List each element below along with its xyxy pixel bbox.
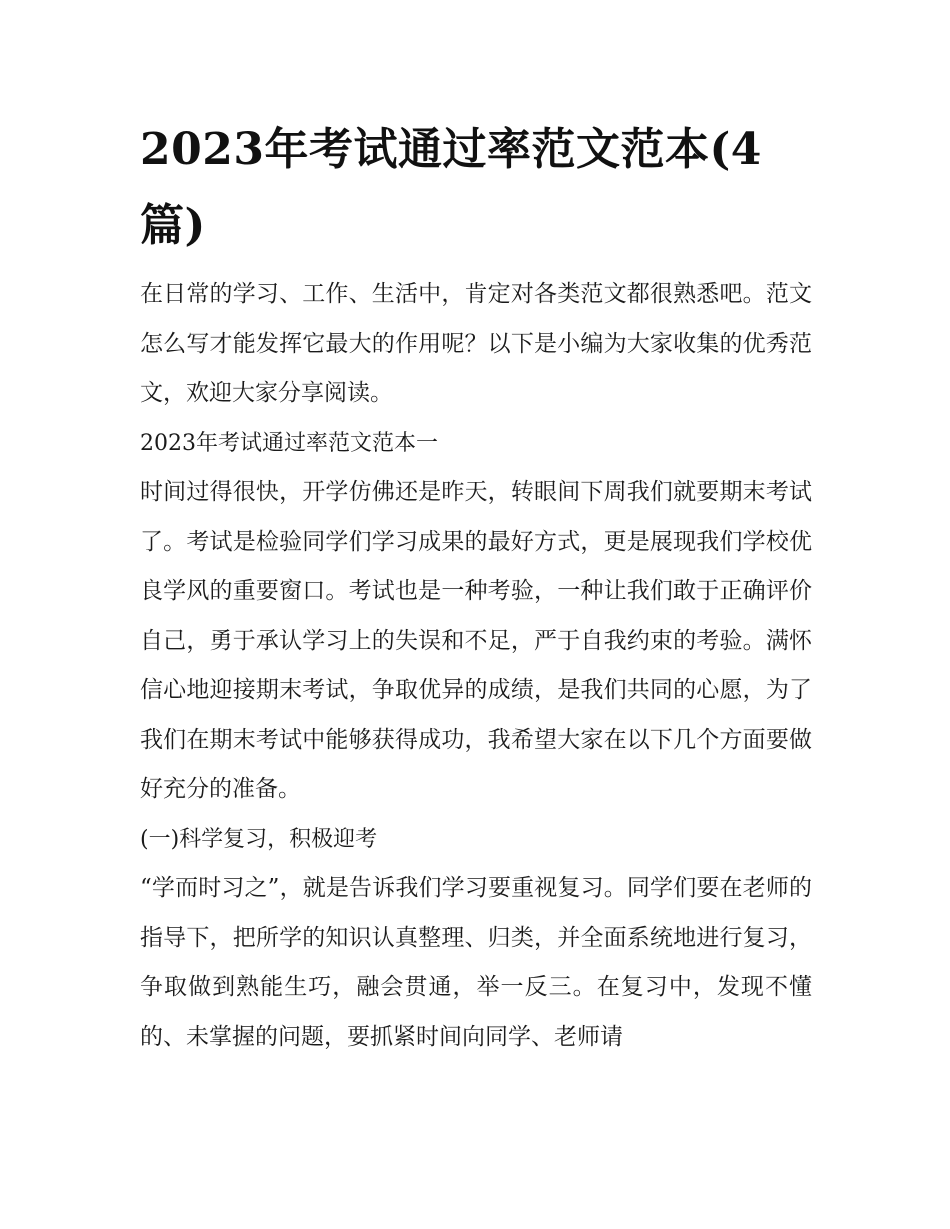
- document-title: 2023年考试通过率范文范本(4篇): [140, 124, 762, 251]
- document-page: [140, 112, 812, 1062]
- body-paragraph: “学而时习之”，就是告诉我们学习要重视复习。同学们要在老师的指导下，把所学的知识认真整理、归类，并全面系统地进行复习，争取做到熟能生巧，融会贯通，举一反三。在复习中，发现不懂的、未掌握的问题，要抓紧时间向同学、老师请: [140, 875, 812, 1050]
- section-heading: 2023年考试通过率范文范本一: [140, 430, 438, 456]
- subheading: (一)科学复习，积极迎考: [140, 826, 378, 852]
- intro-paragraph: 在日常的学习、工作、生活中，肯定对各类范文都很熟悉吧。范文怎么写才能发挥它最大的作用呢？以下是小编为大家收集的优秀范文，欢迎大家分享阅读。: [140, 281, 812, 406]
- body-paragraph: 时间过得很快，开学仿佛还是昨天，转眼间下周我们就要期末考试了。考试是检验同学们学习成果的最好方式，更是展现我们学校优良学风的重要窗口。考试也是一种考验，一种让我们敢于正确评价自己，勇于承认学习上的失误和不足，严于自我约束的考验。满怀信心地迎接期末考试，争取优异的成绩，是我们共同的心愿，为了我们在期末考试中能够获得成功，我希望大家在以下几个方面要做好充分的准备。: [140, 479, 812, 802]
